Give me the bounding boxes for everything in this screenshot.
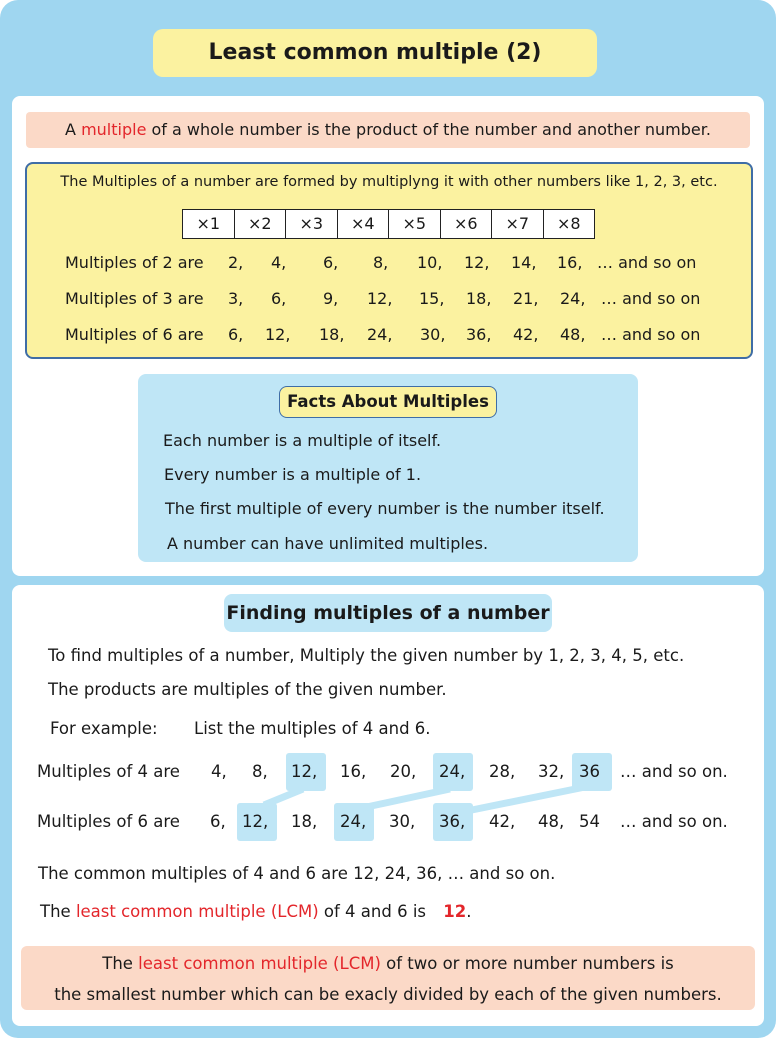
row-value: 9, [323,289,339,308]
row-value: 30, [420,325,446,344]
lcm-definition-term: least common multiple (LCM) [138,954,381,973]
row6-value: 54 [579,812,600,831]
row-value: 3, [228,289,244,308]
connector-line [462,786,590,812]
row-suffix: … and so on [601,325,701,344]
lcm-statement: The least common multiple (LCM) of 4 and 6 is 12. [40,902,472,921]
row6-value: 36, [439,812,466,831]
row-value: 18, [319,325,345,344]
row6-value: 24, [340,812,367,831]
row4-label: Multiples of 4 are [37,762,180,781]
connector-line [264,789,303,805]
row4-value: 16, [340,762,367,781]
multiplier-cell: ×1 [183,210,235,238]
fact-item: Every number is a multiple of 1. [164,465,422,484]
definition-bar: A multiple of a whole number is the product of the number and another number. [26,112,750,148]
row6-label: Multiples of 6 are [37,812,180,831]
row-value: 21, [513,289,539,308]
row-value: 4, [271,253,287,272]
instruction-line: To find multiples of a number, Multiply the given number by 1, 2, 3, 4, 5, etc. [48,646,685,665]
row-suffix: … and so on [601,289,701,308]
lcm-term: least common multiple (LCM) [75,902,319,921]
row-value: 2, [228,253,244,272]
section-title: Finding multiples of a number [224,594,552,632]
row6-value: 42, [489,812,516,831]
fact-item: A number can have unlimited multiples. [167,534,489,553]
row-value: 12, [367,289,393,308]
row-value: 6, [228,325,244,344]
row-value: 10, [417,253,443,272]
instruction-line: The products are multiples of the given number. [48,680,447,699]
row6-value: 30, [389,812,416,831]
row-value: 16, [557,253,583,272]
multiples-intro: The Multiples of a number are formed by multiplyng it with other numbers like 1, 2, 3, etc. [60,174,718,190]
row4-value: 24, [439,762,466,781]
fact-item: The first multiple of every number is the number itself. [165,499,605,518]
row-value: 15, [419,289,445,308]
lcm-definition-line: the smallest number which can be exacly divided by each of the given numbers. [54,985,722,1004]
multiplier-cell: ×3 [286,210,338,238]
row-value: 48, [560,325,586,344]
common-multiples-text: The common multiples of 4 and 6 are 12, 24, 36, … and so on. [38,864,556,883]
row-value: 14, [511,253,537,272]
row-value: 12, [464,253,490,272]
multiplier-cell: ×8 [556,214,581,233]
row-label: Multiples of 6 are [65,325,204,344]
row6-suffix: … and so on. [620,812,728,831]
row-label: Multiples of 3 are [65,289,204,308]
example-label: For example: [50,719,158,738]
row4-value: 32, [538,762,565,781]
row-label: Multiples of 2 are [65,253,204,272]
row-value: 8, [373,253,389,272]
multiplier-cell: ×6 [441,210,493,238]
fact-item: Each number is a multiple of itself. [163,431,442,450]
row4-value: 28, [489,762,516,781]
multiplier-cell: ×7 [492,210,544,238]
facts-title: Facts About Multiples [279,386,497,418]
row4-suffix: … and so on. [620,762,728,781]
row-value: 6, [271,289,287,308]
multiplier-cell: ×5 [389,210,441,238]
row4-value: 12, [291,762,318,781]
page-title: Least common multiple (2) [153,29,597,77]
lcm-definition-bar [21,946,755,1010]
row-value: 12, [265,325,291,344]
row-value: 18, [466,289,492,308]
example-text: List the multiples of 4 and 6. [194,719,431,738]
row6-value: 48, [538,812,565,831]
row-value: 36, [466,325,492,344]
lcm-definition-line: The least common multiple (LCM) of two or more number numbers is [102,954,674,973]
row-value: 42, [513,325,539,344]
row-value: 6, [323,253,339,272]
row-value: 24, [367,325,393,344]
row6-value: 6, [210,812,226,831]
row4-value: 8, [252,762,268,781]
multiplier-cell: ×2 [235,210,287,238]
row4-value: 20, [390,762,417,781]
row-suffix: … and so on [597,253,697,272]
row4-value: 36 [579,762,600,781]
lcm-value: 12 [443,902,467,921]
multiplier-cell: ×4 [338,210,390,238]
row-value: 24, [560,289,586,308]
row4-value: 4, [211,762,227,781]
row6-value: 18, [291,812,318,831]
connector-line [362,789,450,808]
definition-term: multiple [81,120,147,139]
row6-value: 12, [242,812,269,831]
